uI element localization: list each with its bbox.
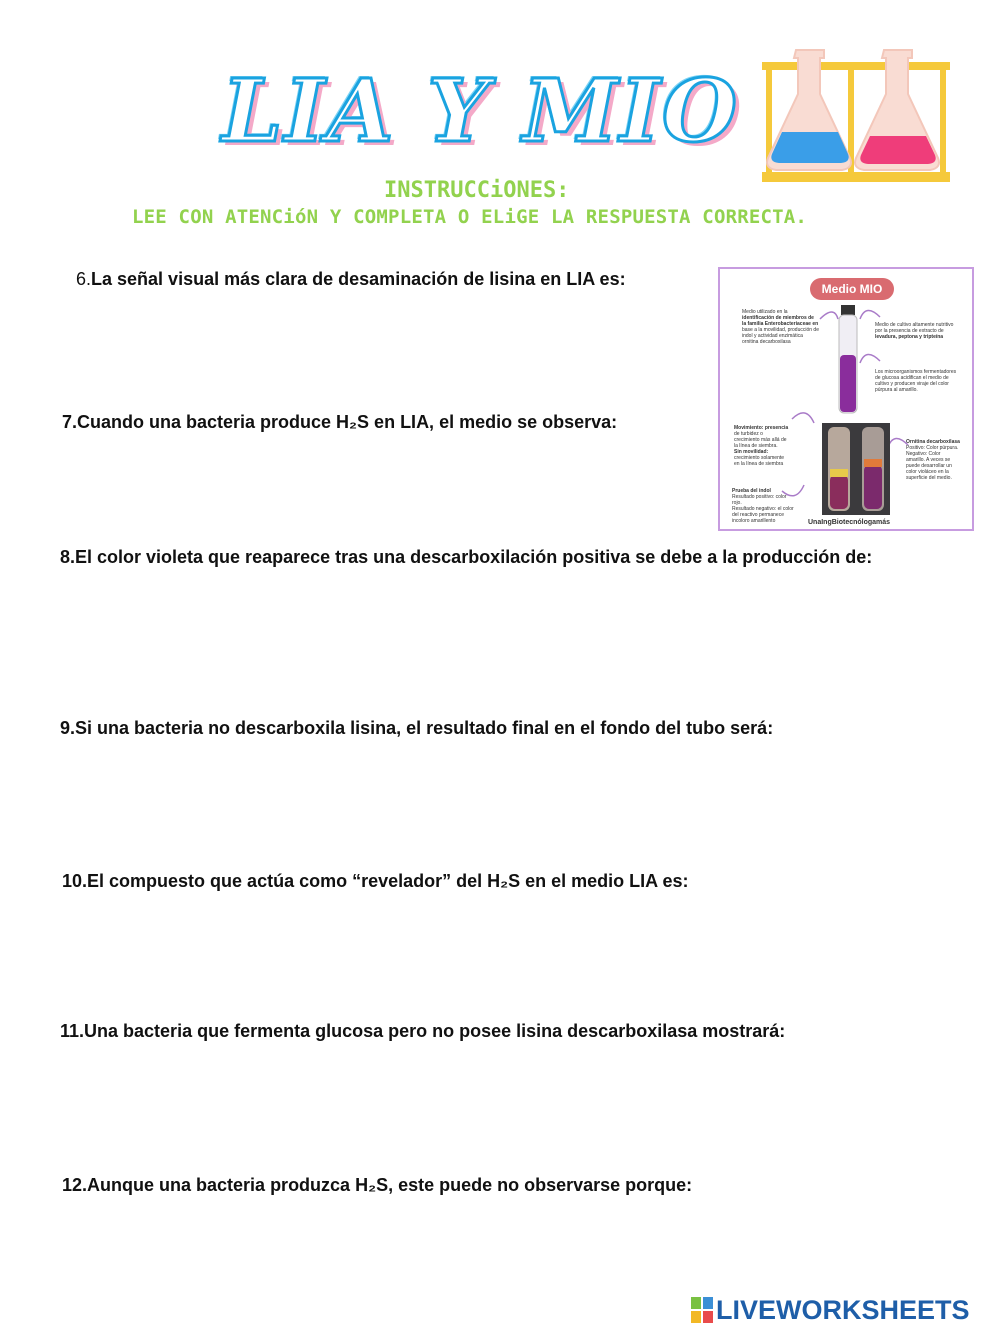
live-badge-icon	[691, 1297, 713, 1323]
mio-footer-credit: UnaIngBiotecnólogamás	[808, 519, 891, 526]
answer-10-field[interactable]	[60, 905, 890, 975]
mio-note-ornitina: Ornitina decarboxilasa Positivo: Color púrpura. Negativo: Color amarillo. A veces se puede desarrollar un color violáceo en la superficie del medio.	[906, 439, 960, 481]
mio-note-right-mid: Los microorganismos fermentadores de glucosa acidifican el medio de cultivo y producen viraje del color púrpura al amarillo.	[875, 369, 957, 393]
mio-note-movilidad: Movimiento: presencia de turbidez o crecimiento más allá de la línea de siembra. Sin movilidad: crecimiento solamente en la línea de siembra	[734, 425, 789, 467]
question-11: 11.Una bacteria que fermenta glucosa pero no posee lisina descarboxilasa mostrará:	[60, 1021, 786, 1041]
answer-9-field[interactable]	[60, 752, 890, 822]
question-12: 12.Aunque una bacteria produzca H₂S, este puede no observarse porque:	[62, 1175, 693, 1195]
answer-8-field[interactable]	[60, 604, 890, 674]
instructions-text: LEE CON ATENCióN Y COMPLETA O ELiGE LA RESPUESTA CORRECTA.	[132, 206, 808, 228]
mio-tag: Medio MIO	[810, 278, 894, 300]
question-8: 8.El color violeta que reaparece tras una descarboxilación positiva se debe a la producción de:	[60, 547, 873, 567]
question-7: 7.Cuando una bacteria produce H₂S en LIA, el medio se observa:	[62, 412, 618, 432]
worksheet-title: LIA Y MIO	[222, 61, 740, 162]
liveworksheets-text: LIVEWORKSHEETS	[716, 1294, 970, 1325]
answer-7-field[interactable]	[60, 445, 700, 515]
question-9: 9.Si una bacteria no descarboxila lisina, el resultado final en el fondo del tubo será:	[60, 718, 774, 738]
lab-flasks-icon	[758, 44, 954, 186]
question-10: 10.El compuesto que actúa como “revelador” del H₂S en el medio LIA es:	[62, 871, 689, 891]
question-6: 6.La señal visual más clara de desaminación de lisina en LIA es:	[76, 269, 626, 289]
mio-note-indol: Prueba del indol Resultado positivo: color rojo. Resultado negativo: el color del reactivo permanece incoloro amarillento	[732, 488, 794, 524]
instructions-label: INSTRUCCiONES:	[384, 178, 570, 203]
mio-note-right-top: Medio de cultivo altamente nutritivo por la presencia de extracto de levadura, peptona y tripteína	[875, 322, 954, 340]
mio-note-left: Medio utilizado en la identificación de miembros de la familia Enterobacteriaceae en base a la movilidad, producción de indol y actividad enzimática ornitina decarboxilasa	[742, 309, 819, 345]
answer-6-field[interactable]	[60, 300, 700, 370]
answer-11-field[interactable]	[60, 1055, 890, 1125]
liveworksheets-logo[interactable]	[691, 1293, 970, 1327]
mio-infographic	[718, 267, 974, 531]
answer-12-field[interactable]	[60, 1208, 890, 1278]
